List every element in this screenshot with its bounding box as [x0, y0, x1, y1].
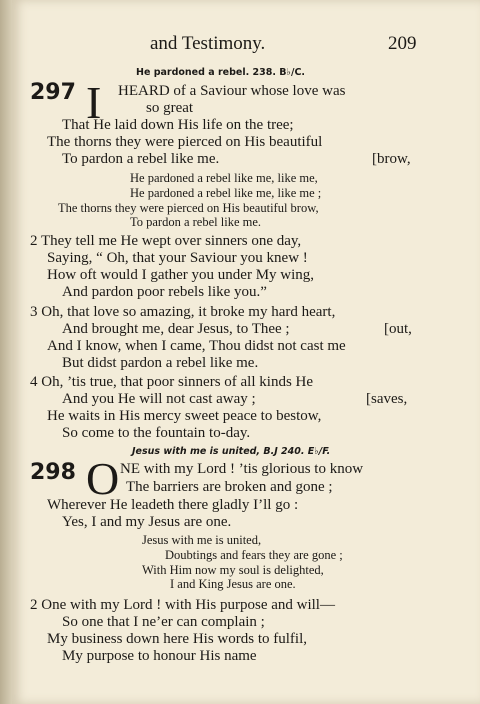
hymn-297-v2-line3: How oft would I gather you under My wing, — [47, 267, 315, 283]
hymn-297-v1-line2: so great — [146, 100, 194, 116]
hymn-298-chorus-line4: I and King Jesus are one. — [170, 577, 296, 591]
hymn-298-v1-line1: NE with my Lord ! ’tis glorious to know — [120, 461, 364, 477]
hymn-297-v4-turnover: [saves, — [366, 391, 408, 407]
hymn-297-v3-line2: And brought me, dear Jesus, to Thee ; — [62, 321, 290, 337]
hymn-297-v1-line1: HEARD of a Saviour whose love was — [118, 83, 346, 99]
hymn-298-v2-line4: My purpose to honour His name — [62, 648, 257, 664]
hymn-297-v4-line3: He waits in His mercy sweet peace to bestow, — [47, 408, 322, 424]
hymn-298-tune: Jesus with me is united, B.J 240. E♭/F. — [132, 446, 331, 457]
hymn-298-v2-line2: So one that I ne’er can complain ; — [62, 614, 265, 630]
hymn-298-v2-line3: My business down here His words to fulfil, — [47, 631, 307, 647]
hymn-297-v1-line4: The thorns they were pierced on His beautiful — [47, 134, 323, 150]
hymn-297-v1-line3: That He laid down His life on the tree; — [62, 117, 294, 133]
hymn-297-v3-line1: 3 Oh, that love so amazing, it broke my hard heart, — [30, 304, 336, 320]
hymn-297-v1-line5: To pardon a rebel like me. — [62, 151, 220, 167]
hymn-297-number: 297 — [30, 80, 76, 105]
hymn-297-chorus-line2: He pardoned a rebel like me, like me ; — [130, 186, 322, 200]
hymn-298-v1-line2: The barriers are broken and gone ; — [126, 479, 333, 495]
hymn-298-chorus-line3: With Him now my soul is delighted, — [142, 563, 324, 577]
hymn-298-number: 298 — [30, 460, 76, 485]
hymn-297-v3-turnover: [out, — [384, 321, 412, 337]
hymn-297-tune: He pardoned a rebel. 238. B♭/C. — [136, 67, 306, 78]
running-header-title: and Testimony. — [150, 33, 266, 54]
hymn-297-v2-line1: 2 They tell me He wept over sinners one day, — [30, 233, 302, 249]
hymn-297-chorus-line1: He pardoned a rebel like me, like me, — [130, 171, 318, 185]
hymn-298-v1-line3: Wherever He leadeth there gladly I’ll go : — [47, 497, 299, 513]
hymn-297-v3-line4: But didst pardon a rebel like me. — [62, 355, 259, 371]
page-number: 209 — [388, 33, 417, 54]
hymn-297-v4-line1: 4 Oh, ’tis true, that poor sinners of all kinds He — [30, 374, 314, 390]
hymn-297-v4-line2: And you He will not cast away ; — [62, 391, 256, 407]
hymn-298-dropcap: O — [86, 453, 120, 504]
hymn-297-dropcap: I — [86, 77, 102, 128]
hymn-297-v2-line4: And pardon poor rebels like you.” — [62, 284, 267, 300]
page-gutter — [0, 0, 12, 704]
hymn-297-v3-line3: And I know, when I came, Thou didst not cast me — [47, 338, 346, 354]
hymn-298-chorus-line2: Doubtings and fears they are gone ; — [165, 548, 343, 562]
hymn-297-v2-line2: Saying, “ Oh, that your Saviour you knew ! — [47, 250, 308, 266]
hymn-298-chorus-line1: Jesus with me is united, — [142, 533, 262, 547]
hymn-297-chorus-line4: To pardon a rebel like me. — [130, 215, 262, 229]
hymn-297-chorus-line3: The thorns they were pierced on His beautiful brow, — [58, 201, 319, 215]
hymn-297-v1-turnover: [brow, — [372, 151, 411, 167]
hymn-298-v1-line4: Yes, I and my Jesus are one. — [62, 514, 232, 530]
hymn-298-v2-line1: 2 One with my Lord ! with His purpose and will— — [30, 597, 335, 613]
hymn-297-v4-line4: So come to the fountain to-day. — [62, 425, 251, 441]
